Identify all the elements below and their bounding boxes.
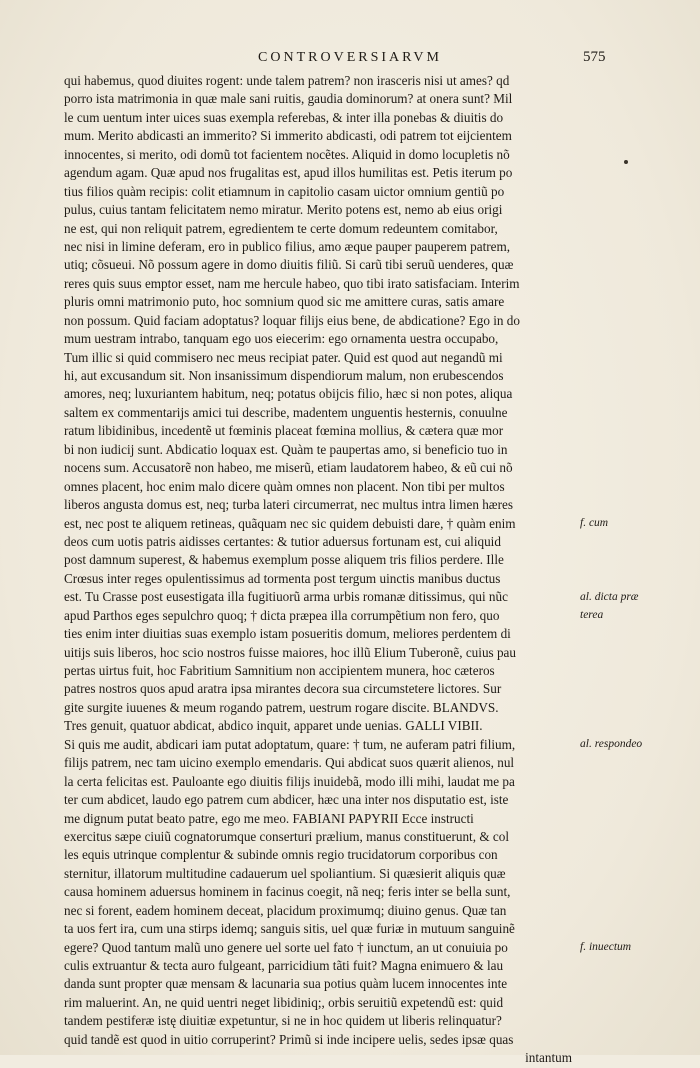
text-line: patres nostros quos apud aratra ipsa mirantes decora sua circumstetere lictores. Sur bbox=[64, 681, 502, 697]
text-line: tius filios quàm recipis: colit etiamnum in capitolio casam uictor omnium gentiũ po bbox=[64, 183, 505, 199]
text-line: omnes placent, hoc enim malo dicere quàm omnes non placent. Non tibi per multos bbox=[64, 478, 505, 494]
text-line: deos cum uotis patris aidisses certantes: & tutior aduersus fortunam est, cui aliquid bbox=[64, 533, 501, 549]
text-line: egere? Quod tantum malũ uno genere uel sorte uel fato † iunctum, an ut conuiuia po bbox=[64, 939, 508, 955]
text-line: tandem pestiferæ istę diuitiæ expetuntur, si ne in hoc quidem ut liberis relinquatur? bbox=[64, 1013, 502, 1029]
body-text bbox=[64, 72, 584, 1068]
text-line: porro ista matrimonia in quæ male sani ruitis, gaudia dominorum? at onera sunt? Mil bbox=[64, 91, 513, 107]
text-line: hi, aut excusandum sit. Non insanissimum dispendiorum malum, non erubescendos bbox=[64, 368, 504, 383]
margin-note: al. dicta præ bbox=[580, 590, 639, 603]
text-line: est, nec post te aliquem retineas, quãquam nec sic quidem debuisti dare, † quàm enim bbox=[64, 515, 516, 531]
text-line: causa hominem aduersus hominem in facinus coegit, nã neq; feris inter se bella sunt, bbox=[64, 884, 511, 900]
margin-note: f. cum bbox=[580, 516, 609, 529]
text-line: nec nisi in limine deferam, ero in publico filius, amo æque pauper pauperem patrem, bbox=[64, 238, 511, 254]
text-line: gite surgite iuuenes & meum rogando patrem, uestrum rogare discite. BLANDVS. bbox=[64, 699, 499, 715]
text-line: nocens sum. Accusatorẽ non habeo, me miserũ, etiam laudatorem habeo, & eũ cui nõ bbox=[64, 460, 513, 476]
text-line: non possum. Quid faciam adoptatus? loquar filijs eius bene, de abdicatione? Ego in do bbox=[64, 312, 520, 328]
text-line: nec si forent, eadem hominem deceat, placidum proximumq; diuino genus. Quæ tan bbox=[64, 902, 507, 918]
text-line: le cum uentum inter uices suas exempla referebas, & inter illa ponebas & diuitis do bbox=[64, 109, 504, 125]
margin-note: f. inuectum bbox=[580, 941, 632, 954]
page-number: 575 bbox=[583, 49, 606, 65]
text-line: ties enim inter diuitias suas exemplo istam posueritis domum, meliores perdentem di bbox=[64, 626, 511, 642]
text-line: qui habemus, quod diuites rogent: unde talem patrem? non irasceris nisi ut ames? qd bbox=[64, 73, 510, 88]
text-line: reres quis suus emptor esset, nam me hercule habeo, quo tibi irato satisfaciam. Interim bbox=[64, 275, 520, 291]
text-line: mum. Merito abdicasti an immerito? Si immerito abdicasti, odi patrem tot eijcientem bbox=[64, 128, 512, 144]
margin-note: al. respondeo bbox=[580, 738, 643, 751]
text-line: culis extruantur & tecta auro fulgeant, parricidium tãti fuit? Magna enimuero & lau bbox=[64, 958, 504, 973]
text-line: Si quis me audit, abdicari iam putat adoptatum, quare: † tum, ne auferam patri filium, bbox=[64, 736, 516, 752]
text-line: mum uestram intrabo, tanquam ego uos eiecerim: ego ornamenta uestra occupabo, bbox=[64, 331, 499, 347]
text-line: pulus, cuius tantam felicitatem nemo miratur. Merito potens est, nemo ab eius origi bbox=[64, 202, 503, 218]
text-line: liberos angusta domus est, neq; turba lateri circumerrat, nec multus intra limen hæres bbox=[64, 497, 513, 513]
text-line: quid tandẽ est quod in uitio corruperint? Primũ si inde incipere uelis, sedes ipsæ quas bbox=[64, 1031, 514, 1047]
text-line: rim maluerint. An, ne quid uentri neget libidiniq;, orbis seruitiũ expetendũ est: quid bbox=[64, 994, 504, 1010]
text-line: innocentes, si merito, odi domũ tot facientem nocẽtes. Aliquid in domo locupletis nõ bbox=[64, 146, 510, 162]
text-line: pertas uirtus fuit, hoc Fabritium Samnitium non accipientem munera, hoc cæteros bbox=[64, 663, 495, 678]
text-line: ne est, qui non reliquit patrem, egredientem te certe domum redeuntem comitabor, bbox=[64, 220, 498, 236]
text-line: les equis utrinque complentur & subinde omnis regio trucidatorum corporibus con bbox=[64, 847, 498, 863]
text-line: filijs patrem, nec tam uicino exemplo emendaris. Qui abdicat suos quærit alienos, nul bbox=[64, 755, 515, 771]
running-title: CONTROVERSIARVM bbox=[258, 50, 442, 65]
text-line: la certa felicitas est. Pauloante ego diuitis filijs inuidebã, modo illi mihi, laudat me pa bbox=[64, 773, 515, 789]
margin-note: terea bbox=[580, 609, 604, 622]
text-line: danda sunt propter quæ mensam & lacunaria sua potius quàm lucem innocentes inte bbox=[64, 976, 508, 992]
text-line: sternitur, illatorum multitudine cadauerum uel spoliantium. Si quæsierit aliquis quæ bbox=[64, 865, 506, 881]
text-line: saltem ex commentarijs amici tui describe, madentem unguentis hesternis, conuulne bbox=[64, 404, 508, 420]
ink-speck bbox=[624, 160, 628, 164]
text-line: uitijs suis liberos, hoc scio nostros fuisse maiores, hoc illũ Elium Tuberonẽ, cuius pau bbox=[64, 644, 517, 660]
text-line: exercitus sæpe ciuiũ cognatorumque conserturi prælium, manus constituerunt, & col bbox=[64, 828, 509, 844]
text-line: apud Parthos eges sepulchro quoq; † dicta præpea illa corrumpẽtium non fero, quo bbox=[64, 607, 500, 623]
text-line: Tres genuit, quatuor abdicat, abdico inquit, apparet unde uenias. GALLI VIBII. bbox=[64, 718, 483, 734]
text-line: ter cum abdicet, laudo ego patrem cum abdicer, hæc una inter nos disputatio est, iste bbox=[64, 792, 509, 808]
text-line: pluris omni matrimonio puto, hoc somnium quod sic me amittere curas, satis amare bbox=[64, 294, 505, 310]
text-line: est. Tu Crasse post eusestigata illa fugitiuorũ arma urbis romanæ ditissimus, qui nũc bbox=[64, 589, 508, 605]
text-line: bi non iudicij sunt. Abdicatio loquax est. Quàm te paupertas amo, si beneficio tuo in bbox=[64, 441, 508, 457]
text-line: agendum agam. Quæ apud nos frugalitas est, apud illos humilitas est. Petis iterum po bbox=[64, 165, 513, 181]
text-line: post damnum superest, & habemus exemplum posse aliquem tris filios perdere. Ille bbox=[64, 552, 504, 568]
text-line: amores, neq; luxuriantem habitum, neq; potatus obijcis filio, hæc si non potes, aliqua bbox=[64, 386, 513, 402]
text-line: Crœsus inter reges opulentissimus ad tormenta post tergum uinctis manibus ductus bbox=[64, 570, 501, 586]
text-line: intantum bbox=[525, 1050, 572, 1066]
text-line: ratum libidinibus, incedentẽ ut fœminis placeat fœmina mollius, & cætera quæ mor bbox=[64, 423, 504, 439]
text-line: utiq; cõsueui. Nõ possum agere in domo diuitis filiũ. Si carũ tibi seruũ uenderes, quæ bbox=[64, 257, 514, 273]
text-line: Tum illic si quid commisero nec meus recipiat pater. Quid est quod aut negandũ mi bbox=[64, 349, 503, 365]
text-line: me dignum putat beato patre, ego me meo. FABIANI PAPYRII Ecce instructi bbox=[64, 810, 474, 826]
text-line: ta uos fert ira, cum una stirps idemq; sanguis sitis, uel quæ furiæ in mutuum sanguinẽ bbox=[64, 921, 515, 937]
